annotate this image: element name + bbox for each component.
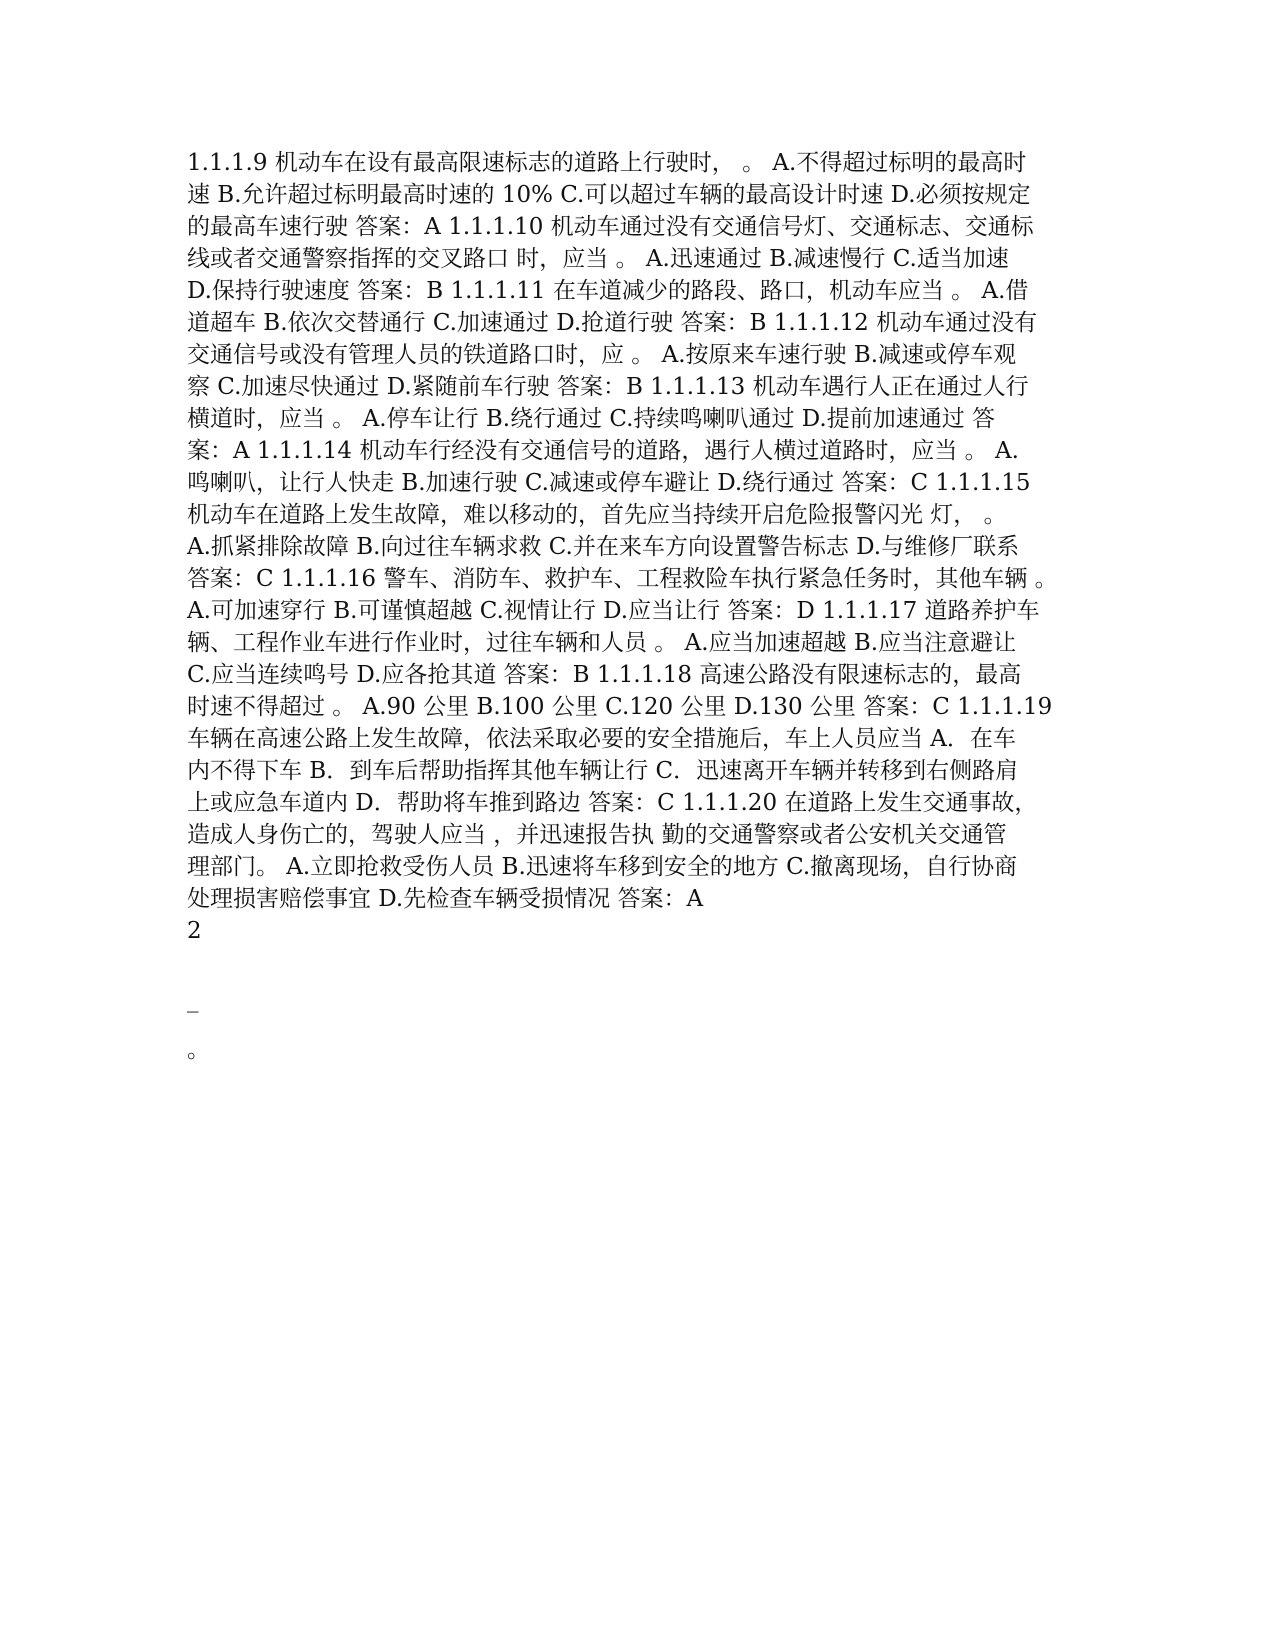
text-line: 速 B.允许超过标明最高时速的 10% C.可以超过车辆的最高设计时速 D.必须按规定 [187, 182, 1031, 208]
text-line: 线或者交通警察指挥的交叉路口 时，应当 。 A.迅速通过 B.减速慢行 C.适当加速 [187, 246, 1009, 272]
document-body [187, 147, 1087, 915]
text-line: 上或应急车道内 D．帮助将车推到路边 答案：C 1.1.1.20 在道路上发生交通事故， [187, 790, 1038, 816]
text-line: 理部门。 A.立即抢救受伤人员 B.迅速将车移到安全的地方 C.撤离现场，自行协商 [187, 854, 1018, 880]
text-line: 的最高车速行驶 答案：A 1.1.1.10 机动车通过没有交通信号灯、交通标志、交通标 [187, 214, 1034, 240]
text-line: 答案：C 1.1.1.16 警车、消防车、救护车、工程救险车执行紧急任务时，其他车辆 。 [187, 566, 1058, 592]
text-line: 案：A 1.1.1.14 机动车行经没有交通信号的道路，遇行人横过道路时，应当 。 A. [187, 438, 1019, 464]
text-line: 交通信号或没有管理人员的铁道路口时，应 。 A.按原来车速行驶 B.减速或停车观 [187, 342, 1017, 368]
text-line: 内不得下车 B．到车后帮助指挥其他车辆让行 C．迅速离开车辆并转移到右侧路肩 [187, 758, 1019, 784]
text-line: 察 C.加速尽快通过 D.紧随前车行驶 答案：B 1.1.1.13 机动车遇行人正在通过人行 [187, 374, 1029, 400]
text-line: 处理损害赔偿事宜 D.先检查车辆受损情况 答案：A [187, 886, 704, 912]
text-line: C.应当连续鸣号 D.应各抢其道 答案：B 1.1.1.18 高速公路没有限速标志的，最高 [187, 662, 1022, 688]
text-line: D.保持行驶速度 答案：B 1.1.1.11 在车道减少的路段、路口，机动车应当 。 A.借 [187, 278, 1029, 304]
text-line: 时速不得超过 。 A.90 公里 B.100 公里 C.120 公里 D.130 公里 答案：C 1.1.1.19 [187, 694, 1053, 720]
period-mark: 。 [187, 1037, 210, 1063]
text-line: A.可加速穿行 B.可谨慎超越 C.视情让行 D.应当让行 答案：D 1.1.1.17 道路养护车 [187, 598, 1040, 624]
text-line: 1.1.1.9 机动车在设有最高限速标志的道路上行驶时， 。 A.不得超过标明的最高时 [187, 150, 1027, 176]
text-line: A.抓紧排除故障 B.向过往车辆求救 C.并在来车方向设置警告标志 D.与维修厂联系 [187, 534, 1020, 560]
text-line: 横道时，应当 。 A.停车让行 B.绕行通过 C.持续鸣喇叭通过 D.提前加速通过 答 [187, 406, 996, 432]
text-line: 辆、工程作业车进行作业时，过往车辆和人员 。 A.应当加速超越 B.应当注意避让 [187, 630, 1017, 656]
text-line: 机动车在道路上发生故障，难以移动的，首先应当持续开启危险报警闪光 灯， 。 [187, 502, 1007, 528]
text-line: 鸣喇叭，让行人快走 B.加速行驶 C.减速或停车避让 D.绕行通过 答案：C 1.1.1.15 [187, 470, 1031, 496]
text-line: 车辆在高速公路上发生故障，依法采取必要的安全措施后，车上人员应当 A．在车 [187, 726, 1016, 752]
text-line: 造成人身伤亡的，驾驶人应当 ，并迅速报告执 勤的交通警察或者公安机关交通管 [187, 822, 1007, 848]
text-line: 道超车 B.依次交替通行 C.加速通过 D.抢道行驶 答案：B 1.1.1.12 机动车通过没有 [187, 310, 1038, 336]
page-number: 2 [187, 918, 202, 944]
underscore-mark: _ [187, 987, 199, 1013]
